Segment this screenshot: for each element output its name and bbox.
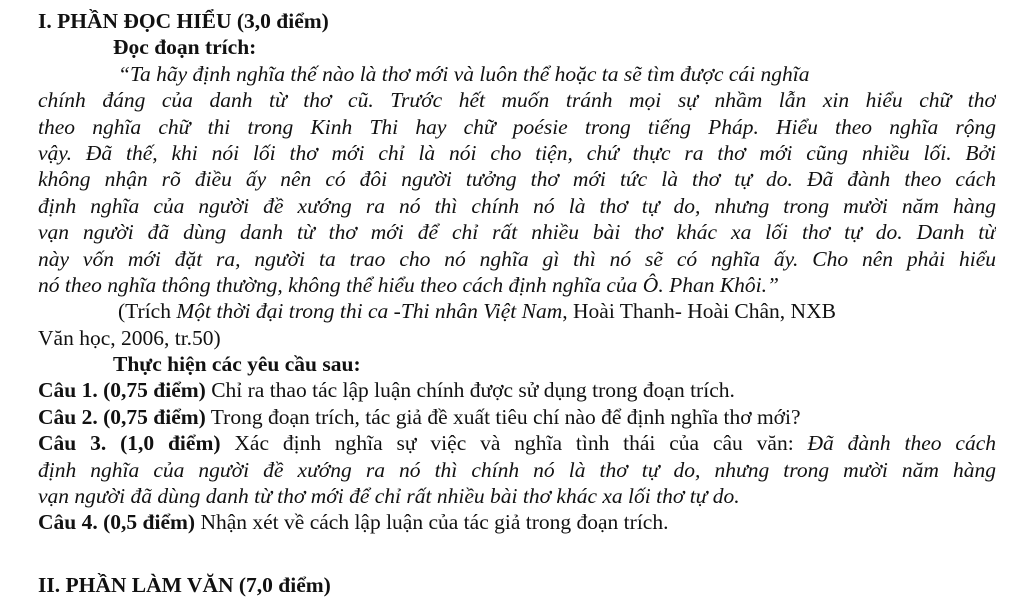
section-title: I. PHẦN ĐỌC HIỂU (3,0 điểm) [38, 9, 329, 33]
question-text: Trong đoạn trích, tác giả đề xuất tiêu chí nào để định nghĩa thơ mới? [205, 404, 801, 429]
next-section-heading-cut: II. PHẦN LÀM VĂN (7,0 điểm) [38, 573, 331, 597]
excerpt-line: định nghĩa của người đề xướng ra nó thì chính nó là thơ tự do, nhưng trong mười năm hàng [38, 193, 996, 218]
question-quote-line: vạn người đã dùng danh từ thơ mới để chỉ rất nhiều bài thơ khác xa lối thơ tự do. [38, 484, 740, 509]
question-text: Nhận xét về cách lập luận của tác giả trong đoạn trích. [195, 510, 669, 535]
excerpt-line: vạn người đã dùng danh từ thơ mới để chỉ rất nhiều bài thơ khác xa lối thơ tự do. Danh từ [38, 220, 996, 245]
excerpt-line: “Ta hãy định nghĩa thế nào là thơ mới và luôn thể hoặc ta sẽ tìm được cái nghĩa [118, 61, 810, 86]
excerpt-line: chính đáng của danh từ thơ cũ. Trước hết muốn tránh mọi sự nhầm lẫn xin hiểu chữ thơ [38, 88, 996, 113]
question-label: Câu 3. (1,0 điểm) [38, 431, 221, 456]
requirements-heading: Thực hiện các yêu cầu sau: [113, 352, 361, 377]
excerpt-heading: Đọc đoạn trích: [113, 35, 257, 60]
question-3 [38, 430, 996, 509]
excerpt-text [38, 61, 996, 299]
citation-line-2: Văn học, 2006, tr.50) [38, 325, 221, 350]
question-text: Xác định nghĩa sự việc và nghĩa tình thái của câu văn: [220, 431, 808, 456]
question-label: Câu 1. (0,75 điểm) [38, 378, 206, 403]
question-label: Câu 2. (0,75 điểm) [38, 404, 206, 429]
citation-suffix: , Hoài Thanh- Hoài Chân, NXB [562, 299, 836, 324]
question-1 [38, 377, 996, 403]
question-text: Chỉ ra thao tác lập luận chính được sử dụng trong đoạn trích. [205, 378, 735, 403]
excerpt-line: nó theo nghĩa thông thường, không thể hiểu theo cách định nghĩa của Ô. Phan Khôi.” [38, 272, 779, 297]
question-quote: Đã đành theo cách [807, 431, 996, 456]
excerpt-line: này vốn mới đặt ra, người ta trao cho nó nghĩa gì thì nó sẽ có nghĩa ấy. Cho nên phải hiểu [38, 246, 996, 271]
excerpt-line: vậy. Đã thế, khi nói lối thơ mới chỉ là nói cho tiện, chứ thực ra thơ mới cũng nhiều lối. Bởi [38, 140, 996, 165]
question-2 [38, 404, 996, 430]
citation [38, 298, 996, 324]
question-4 [38, 509, 996, 535]
question-3-line-1 [38, 430, 996, 456]
question-label: Câu 4. (0,5 điểm) [38, 510, 196, 535]
excerpt-line: theo nghĩa chữ thi trong Kinh Thi hay chữ poésie trong tiếng Pháp. Hiểu theo nghĩa rộng [38, 114, 996, 139]
citation-prefix: (Trích [118, 299, 177, 324]
question-quote-line: định nghĩa của người đề xướng ra nó thì chính nó là thơ tự do, nhưng trong mười năm hàng [38, 457, 996, 482]
citation-work-title: Một thời đại trong thi ca -Thi nhân Việt Nam [176, 299, 563, 324]
excerpt-line: không nhận rõ điều ấy nên có đôi người tưởng thơ mới tức là thơ tự do. Đã đành theo cách [38, 167, 996, 192]
exam-document [38, 8, 996, 536]
